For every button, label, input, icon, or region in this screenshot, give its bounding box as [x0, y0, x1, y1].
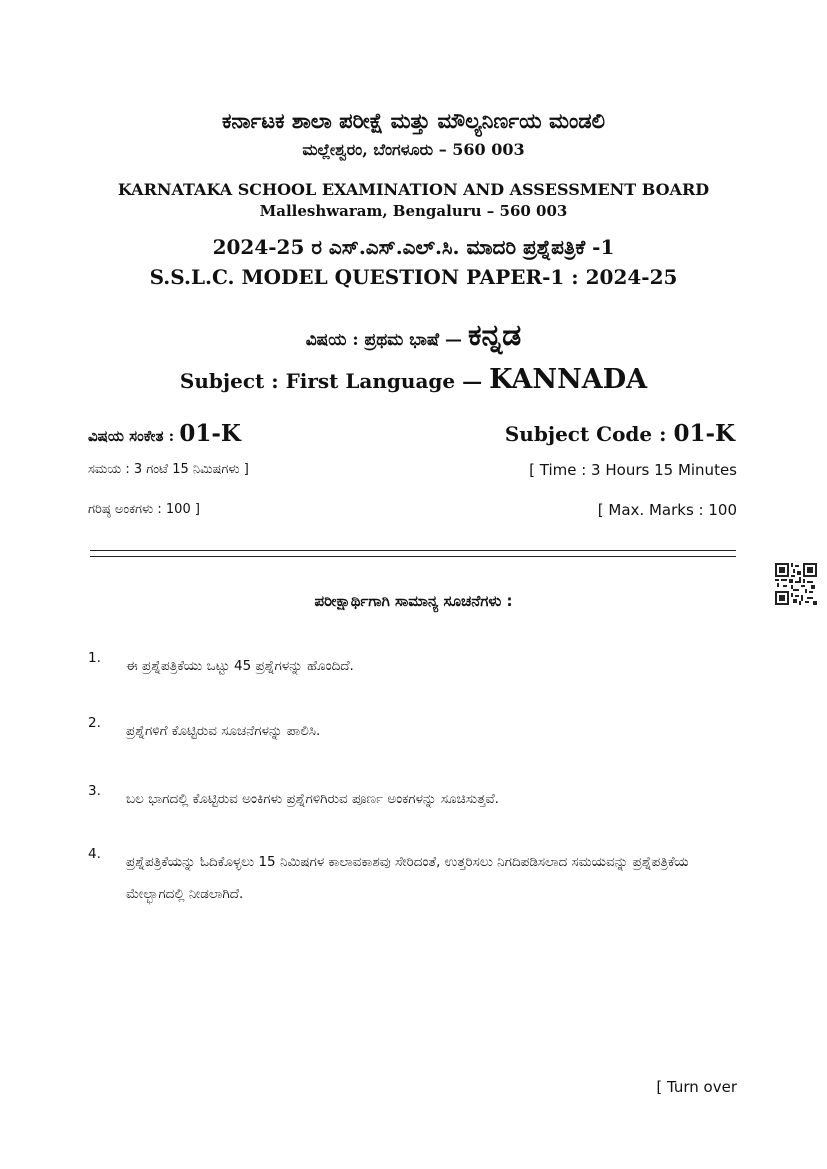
max-marks-kannada: ಗರಿಷ್ಠ ಅಂಕಗಳು : 100 ] — [88, 502, 200, 517]
board-name-english: KARNATAKA SCHOOL EXAMINATION AND ASSESSMENT BOARD — [117, 180, 710, 199]
subject-code-value-english: 01-K — [673, 420, 735, 447]
subject-kannada — [0, 318, 827, 353]
instruction-number: 4. — [88, 846, 101, 862]
board-name-kannada: ಕರ್ನಾಟಕ ಶಾಲಾ ಪರೀಕ್ಷೆ ಮತ್ತು ಮೌಲ್ಯನಿರ್ಣಯ ಮಂಡಲಿ — [221, 108, 606, 133]
instruction-number: 3. — [88, 783, 101, 799]
board-address-kannada: ಮಲ್ಲೇಶ್ವರಂ, ಬೆಂಗಳೂರು – 560 003 — [302, 140, 525, 159]
instruction-text: ಬಲ ಭಾಗದಲ್ಲಿ ಕೊಟ್ಟಿರುವ ಅಂಕಿಗಳು ಪ್ರಶ್ನೆಗಳಿಗಿರುವ ಪೂರ್ಣ ಅಂಕಗಳನ್ನು ಸೂಚಿಸುತ್ತವೆ. — [126, 791, 499, 807]
subject-prefix-kannada: ವಿಷಯ : ಪ್ರಥಮ ಭಾಷೆ — — [305, 330, 468, 350]
header-divider-top — [90, 550, 736, 551]
header-divider-bottom — [90, 556, 736, 557]
time-english: [ Time : 3 Hours 15 Minutes — [529, 461, 737, 479]
turn-over-label: [ Turn over — [656, 1078, 737, 1096]
subject-code-label-kannada: ವಿಷಯ ಸಂಕೇತ : — [88, 427, 180, 445]
subject-code-label-english: Subject Code : — [504, 422, 674, 446]
instruction-number: 2. — [88, 715, 101, 731]
subject-english — [0, 364, 827, 395]
time-kannada: ಸಮಯ : 3 ಗಂಟೆ 15 ನಿಮಿಷಗಳು ] — [88, 462, 249, 477]
paper-title-english: S.S.L.C. MODEL QUESTION PAPER-1 : 2024-25 — [149, 265, 678, 289]
instructions-heading: ಪರೀಕ್ಷಾರ್ಥಿಗಾಗಿ ಸಾಮಾನ್ಯ ಸೂಚನೆಗಳು : — [314, 592, 513, 610]
subject-code-value-kannada: 01-K — [179, 420, 241, 447]
max-marks-english: [ Max. Marks : 100 — [597, 501, 737, 519]
instruction-number: 1. — [88, 650, 101, 666]
instruction-text: ಪ್ರಶ್ನೆಪತ್ರಿಕೆಯನ್ನು ಓದಿಕೊಳ್ಳಲು 15 ನಿಮಿಷಗಳ ಕಾಲಾವಕಾಶವು ಸೇರಿದಂತೆ, ಉತ್ತರಿಸಲು ನಿಗದಿಪಡಿಸಲಾದ ಸಮಯವನ್ನು ಪ್ರಶ್ನೆಪತ್ರಿಕೆಯ ಮೇಲ್ಭಾಗದಲ್ಲಿ ನೀಡಲಾಗಿದೆ. — [126, 854, 689, 902]
instruction-text: ಪ್ರಶ್ನೆಗಳಿಗೆ ಕೊಟ್ಟಿರುವ ಸೂಚನೆಗಳನ್ನು ಪಾಲಿಸಿ. — [126, 723, 321, 739]
subject-name-kannada: ಕನ್ನಡ — [467, 318, 522, 353]
instruction-text: ಈ ಪ್ರಶ್ನೆಪತ್ರಿಕೆಯು ಒಟ್ಟು 45 ಪ್ರಶ್ನೆಗಳನ್ನು ಹೊಂದಿದೆ. — [126, 658, 354, 674]
board-address-english: Malleshwaram, Bengaluru – 560 003 — [259, 202, 568, 220]
subject-code-english — [505, 420, 735, 447]
subject-name-english: KANNADA — [489, 364, 648, 395]
paper-title-kannada: 2024-25 ರ ಎಸ್.ಎಸ್.ಎಲ್.ಸಿ. ಮಾದರಿ ಪ್ರಶ್ನೆಪತ್ರಿಕೆ -1 — [212, 235, 615, 259]
subject-prefix-english: Subject : First Language — — [179, 369, 490, 393]
subject-code-kannada — [88, 420, 241, 447]
